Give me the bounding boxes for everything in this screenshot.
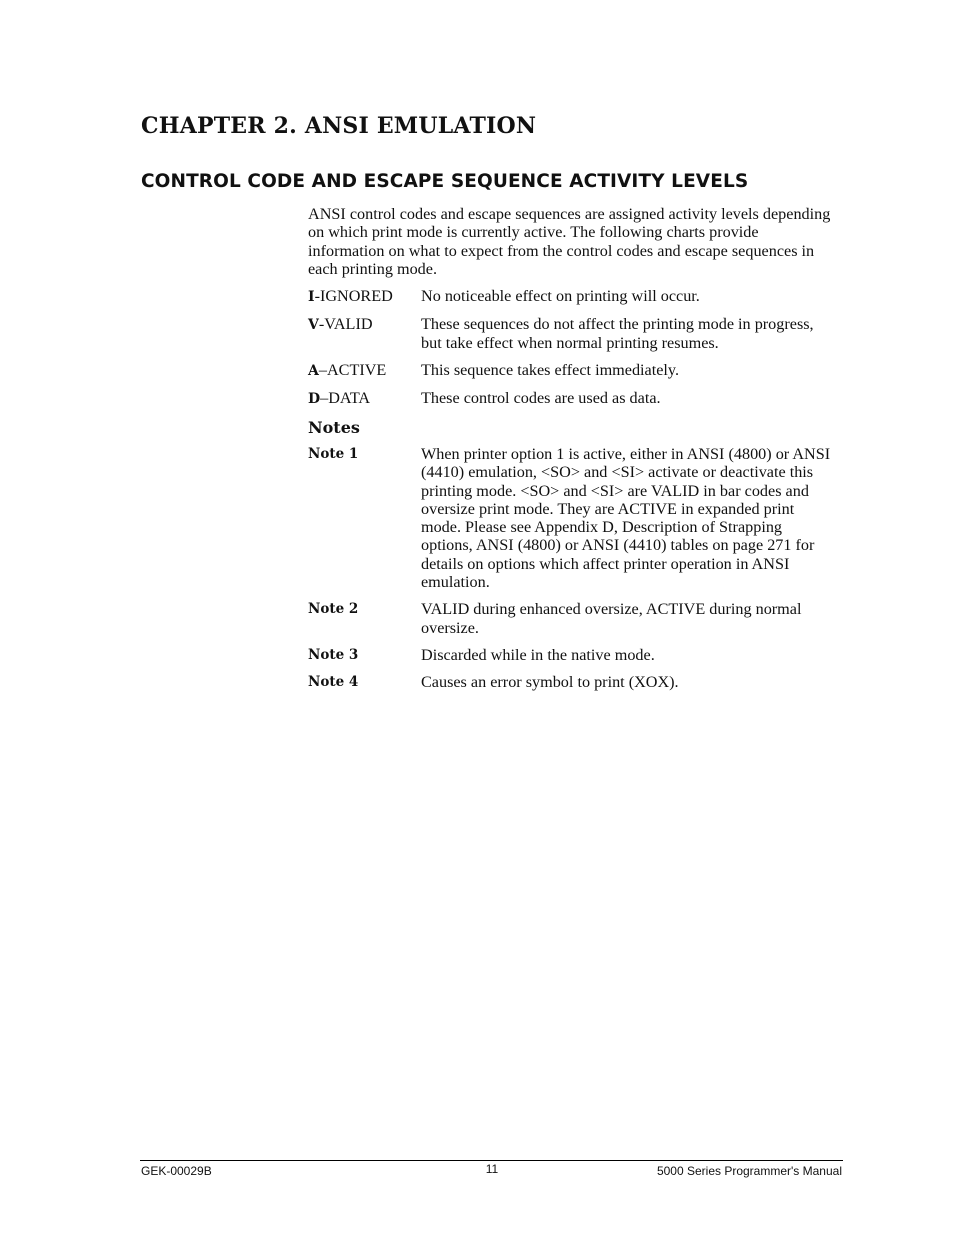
level-description: This sequence takes effect immediately. <box>421 361 679 380</box>
note-text: When printer option 1 is active, either in ANSI (4800) or ANSI (4410) emulation, <SO> and <SI> activate or deactivate this printing mode. <SO> and <SI> are VALID in bar codes and oversize print mode. They are ACTIVE in expanded print mode. Please see Appendix D, Description of Strapping options, ANSI (4800) or ANSI (4410) tables on page 271 for details on options which affect printer operation in ANSI emulation. <box>421 444 831 592</box>
level-description: These control codes are used as data. <box>421 389 661 408</box>
note-text: Causes an error symbol to print (XOX). <box>421 673 679 692</box>
note-row-3 <box>308 646 848 664</box>
level-row-active <box>308 361 848 380</box>
chapter-title: CHAPTER 2. ANSI EMULATION <box>141 113 537 139</box>
intro-paragraph: ANSI control codes and escape sequences are assigned activity levels depending on which print mode is currently active. The following charts provide information on what to expect from the control codes and escape sequences in each printing mode. <box>308 205 831 278</box>
level-description: No noticeable effect on printing will occur. <box>421 287 700 306</box>
footer-page-number: 11 <box>485 1162 499 1176</box>
section-title: CONTROL CODE AND ESCAPE SEQUENCE ACTIVITY LEVELS <box>141 171 749 192</box>
note-text: VALID during enhanced oversize, ACTIVE during normal oversize. <box>421 600 802 637</box>
footer-doc-id: GEK-00029B <box>141 1164 212 1178</box>
note-label: Note 4 <box>308 674 359 691</box>
note-row-4 <box>308 673 848 691</box>
level-row-valid <box>308 315 848 352</box>
level-description: These sequences do not affect the printing mode in progress, but take effect when normal printing resumes. <box>421 315 814 352</box>
note-row-2 <box>308 600 848 637</box>
note-text: Discarded while in the native mode. <box>421 645 655 664</box>
footer-divider <box>140 1160 843 1161</box>
notes-heading: Notes <box>308 417 360 437</box>
note-label: Note 2 <box>308 601 359 618</box>
body-content <box>308 205 848 701</box>
footer-manual-title: 5000 Series Programmer's Manual <box>656 1164 842 1178</box>
level-term: D–DATA <box>308 389 371 408</box>
level-row-ignored <box>308 287 848 306</box>
note-label: Note 3 <box>308 646 359 663</box>
level-term: A–ACTIVE <box>308 361 387 380</box>
level-term: I-IGNORED <box>308 287 393 306</box>
level-term: V-VALID <box>308 315 373 334</box>
note-row-1 <box>308 445 848 591</box>
note-label: Note 1 <box>308 445 359 462</box>
level-row-data <box>308 389 848 408</box>
